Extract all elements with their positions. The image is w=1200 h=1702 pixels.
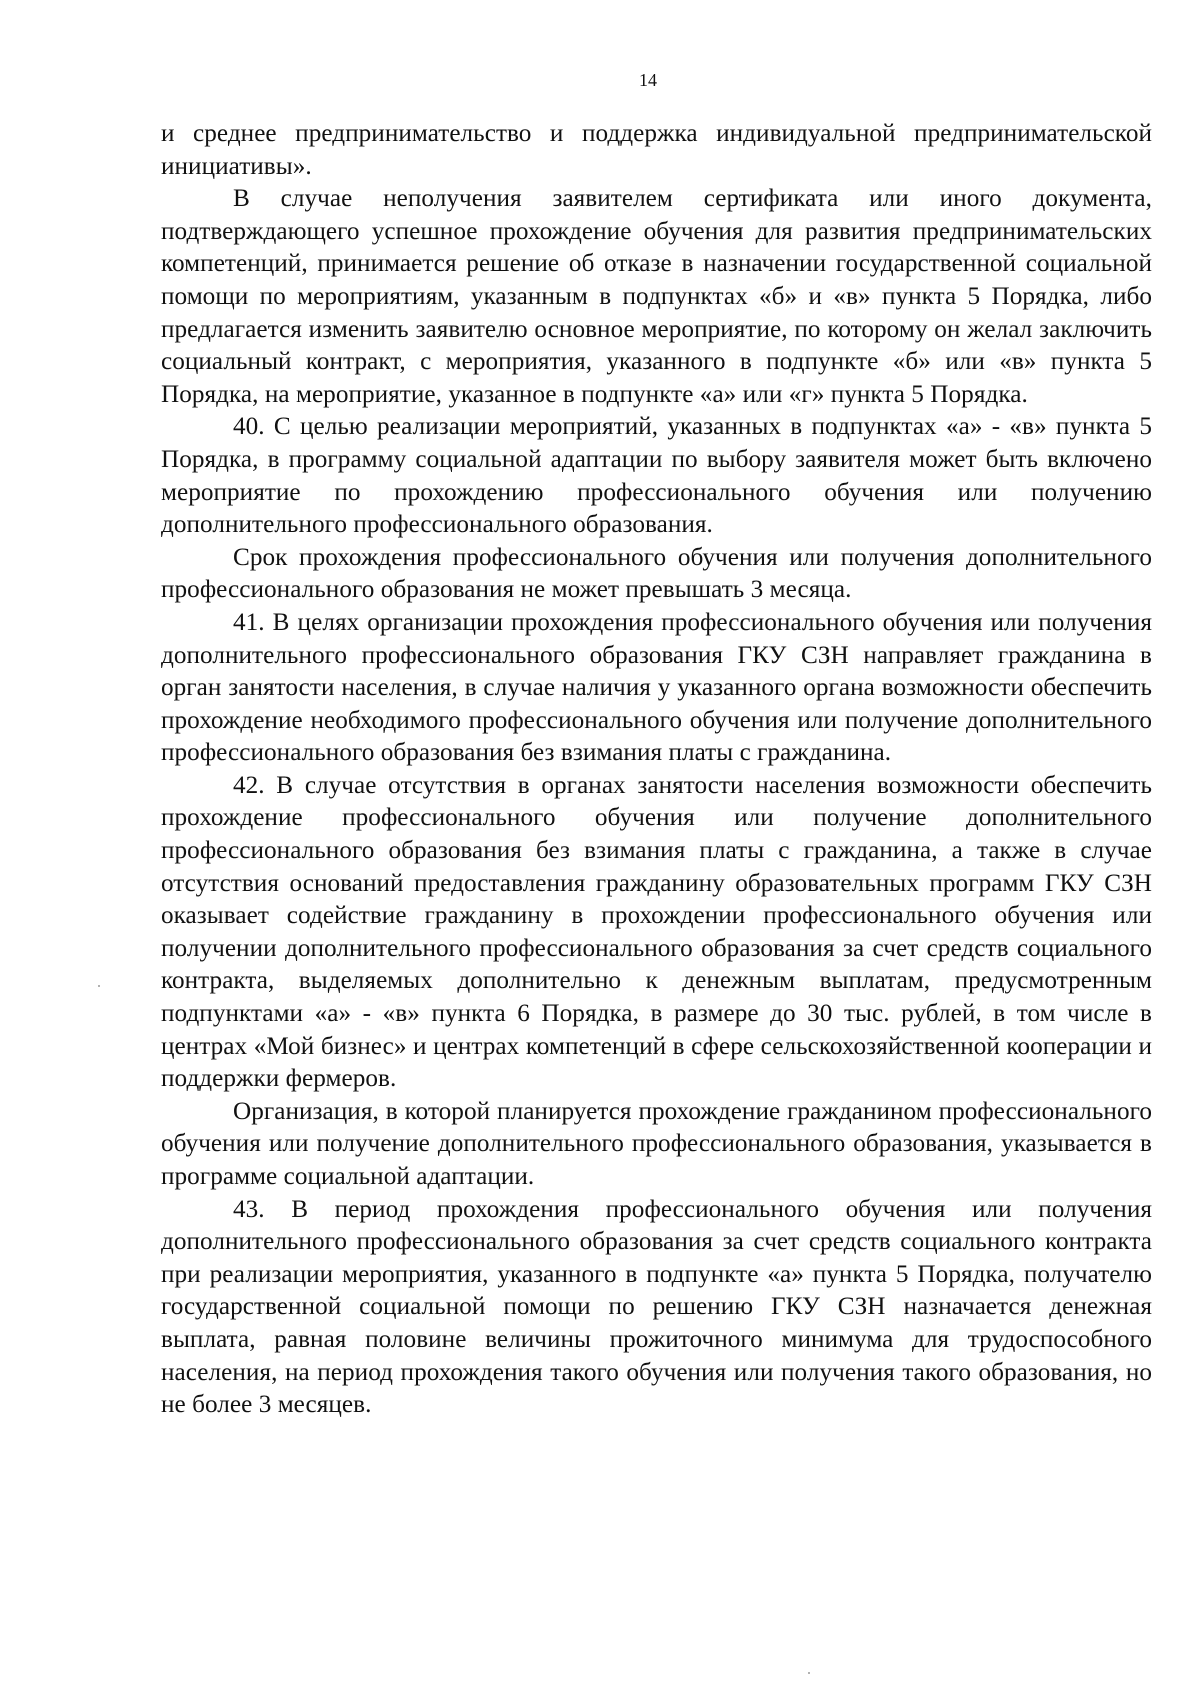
paragraph-organization: Организация, в которой планируется прохождение гражданином профессионального обучения или получение дополнительного профессионального образования, указывается в программе социальной адаптации. [161, 1097, 1152, 1190]
scan-speck [98, 985, 100, 987]
document-body [161, 118, 1152, 1422]
scan-speck [808, 1672, 810, 1674]
paragraph-item-41: 41. В целях организации прохождения профессионального обучения или получения дополнительного профессионального образования ГКУ СЗН направляет гражданина в орган занятости населения, в случае наличия у указанного органа возможности обеспечить прохождение необходимого профессионального обучения или получение дополнительного профессионального образования без взимания платы с гражданина. [161, 608, 1152, 767]
paragraph-training-term: Срок прохождения профессионального обучения или получения дополнительного профессионального образования не может превышать 3 месяца. [161, 543, 1152, 604]
paragraph-continuation: и среднее предпринимательство и поддержка индивидуальной предпринимательской инициативы». [161, 120, 1152, 180]
paragraph-certificate-refusal: В случае неполучения заявителем сертификата или иного документа, подтверждающего успешное прохождение обучения для развития предпринимательских компетенций, принимается решение об отказе в назначении государственной социальной помощи по мероприятиям, указанным в подпунктах «б» и «в» пункта 5 Порядка, либо предлагается изменить заявителю основное мероприятие, по которому он желал заключить социальный контракт, с мероприятия, указанного в подпункте «б» или «в» пункта 5 Порядка, на мероприятие, указанное в подпункте «а» или «г» пункта 5 Порядка. [161, 185, 1152, 408]
paragraph-item-42: 42. В случае отсутствия в органах занятости населения возможности обеспечить прохождение профессионального обучения или получение дополнительного профессионального образования без взимания платы с гражданина, а также в случае отсутствия оснований предоставления гражданину образовательных программ ГКУ СЗН оказывает содействие гражданину в прохождении профессионального обучения или получении дополнительного профессионального образования за счет средств социального контракта, выделяемых дополнительно к денежным выплатам, предусмотренным подпунктами «а» - «в» пункта 6 Порядка, в размере до 30 тыс. рублей, в том числе в центрах «Мой бизнес» и центрах компетенций в сфере сельскохозяйственной кооперации и поддержки фермеров. [161, 771, 1152, 1093]
page-number: 14 [639, 70, 657, 90]
paragraph-item-43: 43. В период прохождения профессионального обучения или получения дополнительного профессионального образования за счет средств социального контракта при реализации мероприятия, указанного в подпункте «а» пункта 5 Порядка, получателю государственной социальной помощи по решению ГКУ СЗН назначается денежная выплата, равная половине величины прожиточного минимума для трудоспособного населения, на период прохождения такого обучения или получения такого образования, но не более 3 месяцев. [161, 1195, 1152, 1419]
paragraph-item-40: 40. С целью реализации мероприятий, указанных в подпунктах «а» - «в» пункта 5 Порядка, в программу социальной адаптации по выбору заявителя может быть включено мероприятие по прохождению профессионального обучения или получению дополнительного профессионального образования. [161, 413, 1152, 539]
